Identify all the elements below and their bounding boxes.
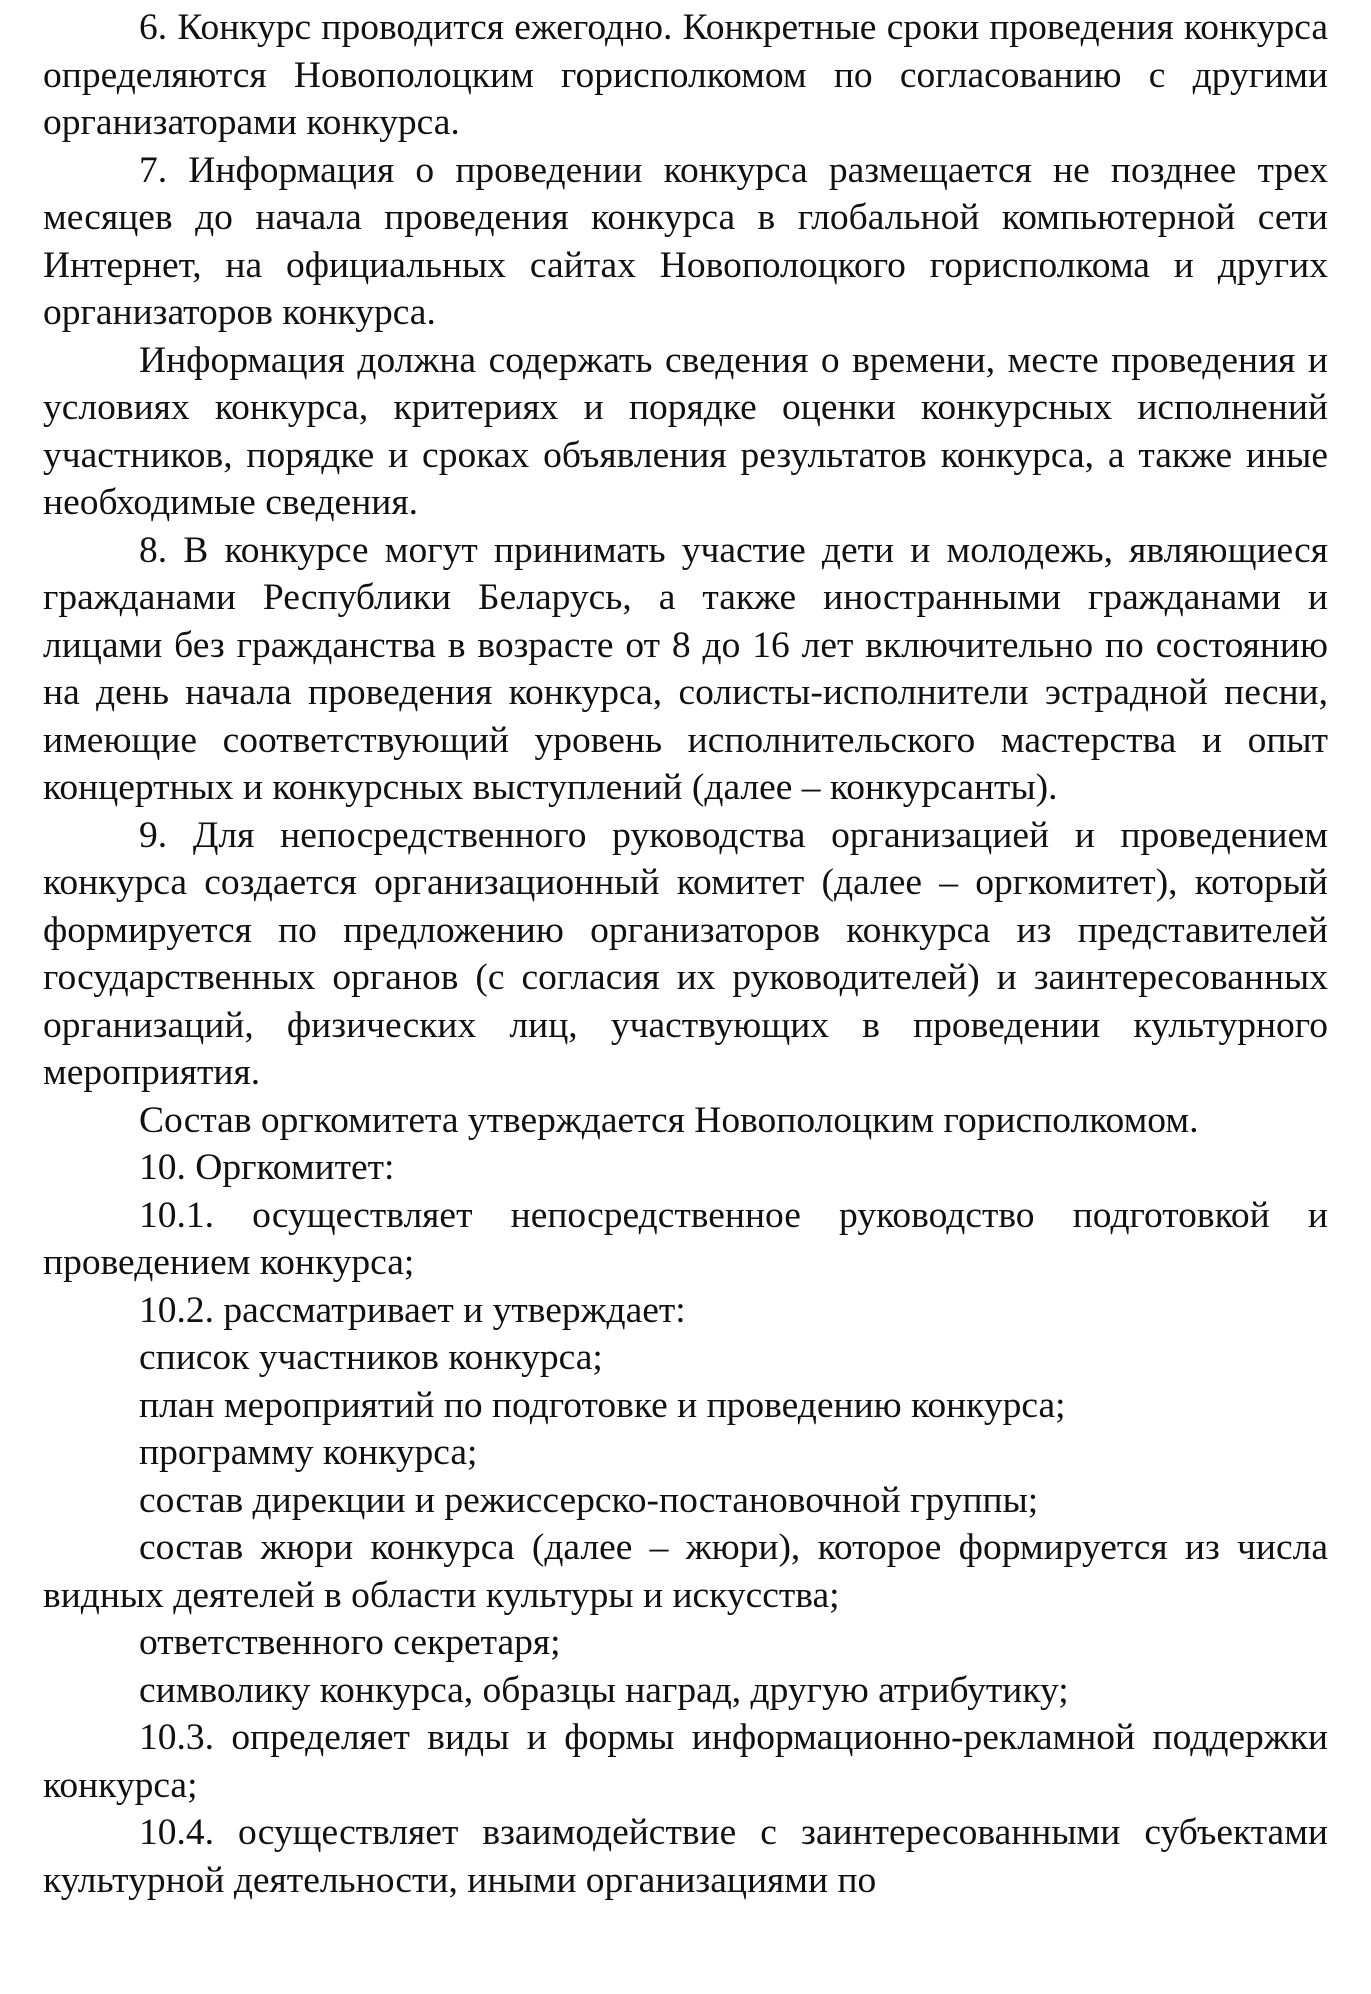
list-item: список участников конкурса; [139,1337,603,1378]
list-item: ответственного секретаря; [139,1622,561,1663]
paragraph-7-info: Информация должна содержать сведения о времени, месте проведения и условиях конкурса, критериях и порядке оценки конкурсных исполнений участников, порядке и сроках объявления результатов конкурса, а также иные необходимые сведения. [43,339,1328,523]
list-item: программу конкурса; [139,1432,478,1473]
list-item: состав дирекции и режиссерско-постановочной группы; [139,1479,1039,1521]
list-item: план мероприятий по подготовке и проведению конкурса; [139,1384,1066,1426]
paragraph-6: 6. Конкурс проводится ежегодно. Конкретные сроки проведения конкурса определяются Новополоцким горисполкомом по согласованию с другими организаторами конкурса. [43,7,1328,143]
paragraph-10: 10. Оргкомитет: [139,1147,395,1188]
paragraph-10-4: 10.4. осуществляет взаимодействие с заинтересованными субъектами культурной деятельности, иными организациями по [43,1812,1328,1901]
paragraph-9: 9. Для непосредственного руководства организацией и проведением конкурса создается организационный комитет (далее – оргкомитет), который формируется по предложению организаторов конкурса из представителей государственных органов (с согласия их руководителей) и заинтересованных организаций, физических лиц, участвующих в проведении культурного мероприятия. [43,814,1328,1093]
paragraph-10-2: 10.2. рассматривает и утверждает: [139,1289,686,1331]
list-item: символику конкурса, образцы наград, другую атрибутику; [139,1669,1069,1711]
paragraph-7: 7. Информация о проведении конкурса размещается не позднее трех месяцев до начала проведения конкурса в глобальной компьютерной сети Интернет, на официальных сайтах Новополоцкого горисполкома и других организаторов конкурса. [43,149,1328,333]
paragraph-8: 8. В конкурсе могут принимать участие дети и молодежь, являющиеся гражданами Республики Беларусь, а также иностранными гражданами и лицами без гражданства в возрасте от 8 до 16 лет включительно по состоянию на день начала проведения конкурса, солисты-исполнители эстрадной песни, имеющие соответствующий уровень исполнительского мастерства и опыт концертных и конкурсных выступлений (далее – конкурсанты). [43,529,1328,808]
paragraph-10-3: 10.3. определяет виды и формы информационно-рекламной поддержки конкурса; [43,1717,1328,1806]
list-item: состав жюри конкурса (далее – жюри), которое формируется из числа видных деятелей в области культуры и искусства; [43,1527,1328,1616]
paragraph-10-1: 10.1. осуществляет непосредственное руководство подготовкой и проведением конкурса; [43,1194,1328,1283]
paragraph-9-composition: Состав оргкомитета утверждается Новополоцким горисполкомом. [139,1099,1199,1141]
document-body [43,4,1328,1904]
